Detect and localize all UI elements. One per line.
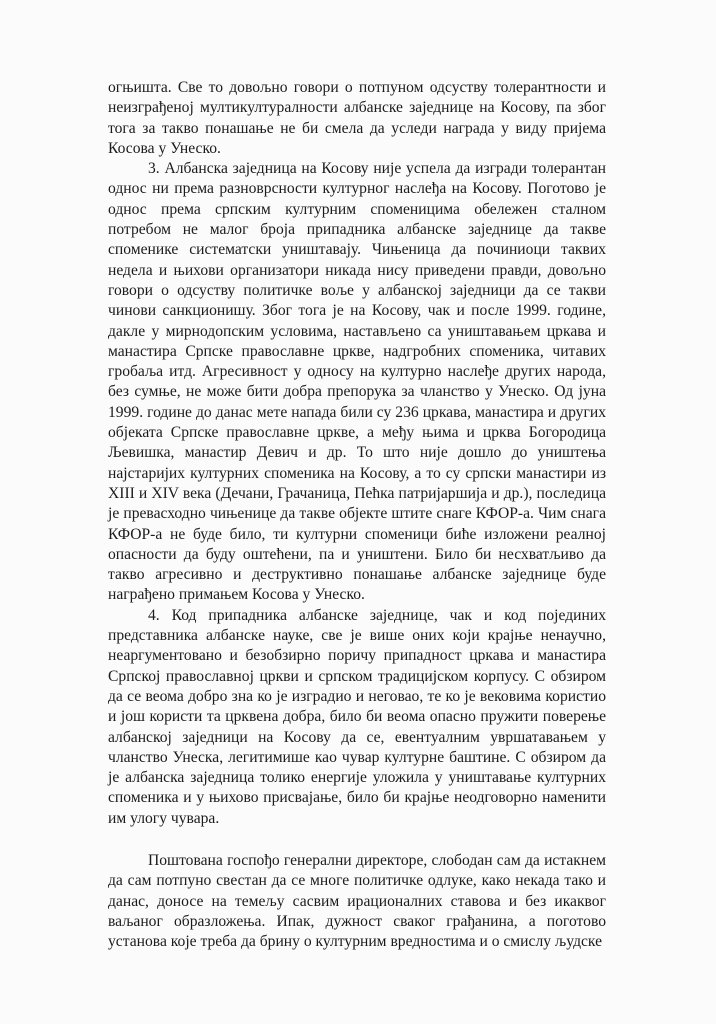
document-body [108,78,606,952]
paragraph-spacer [108,829,606,851]
paragraph-point-4: 4. Код припадника албанске заједнице, чак и код појединих представника албанске науке, све је више оних који крајње ненаучно, неаргументовано и безобзирно поричу припадност цркава и манастира Српској православној цркви и српском традицијском корпусу. С обзиром да се веома добро зна ко је изградио и неговао, те ко је вековима користио и још користи та црквена добра, било би веома опасно пружити поверење албанској заједници на Косову да се, евентуалним увршатавањем у чланство Унеска, легитимише као чувар културне баштине. С обзиром да је албанска заједница толико енергије уложила у уништавање културних споменика и у њихово присвајање, било би крајње неодговорно наменити им улогу чувара. [108,606,606,827]
paragraph-address: Поштована госпођо генерални директоре, слободан сам да истакнем да сам потпуно свестан да се многе политичке одлуке, како некада тако и данас, доносе на темељу сасвим ирационалних ставова и без икаквог ваљаног образложења. Ипак, дужност сваког грађанина, а поготово установа које треба да брину о културним вредностима и о смислу људске [108,851,606,951]
paragraph-continuation: огњишта. Све то довољно говори о потпуном одсуству толерантности и неизграђеној мултикултуралности албанске заједнице на Косову, па због тога за такво понашање не би смела да уследи награда у виду пријема Косова у Унеско. [108,79,606,157]
paragraph-point-3: 3. Албанска заједница на Косову није успела да изгради толерантан однос ни према разноврсности културног наслеђа на Косову. Поготово је однос према српским културним споменицима обележен сталном потребом не малог броја припадника албанске заједнице да такве споменике систематски уништавају. Чињеница да починиоци таквих недела и њихови организатори никада нису приведени правди, довољно говори о одсуству политичке воље у албанској заједници да се такви чинови санкционишу. Због тога је на Косову, чак и после 1999. године, дакле у мирнодопским условима, настављено са уништавањем цркава и манастира Српске православне цркве, надгробних споменика, читавих гробаља итд. Агресивност у односу на културно наслеђе других народа, без сумње, не може бити добра препорука за чланство у Унеско. Од јуна 1999. године до данас мете напада били су 236 цркава, манастира и других објеката Српске православне цркве, а међу њима и црква Богородица Љевишка, манастир Девич и др. То што није дошло до уништења најстаријих културних споменика на Косову, а то су српски манастири из XIII и XIV века (Дечани, Грачаница, Пећка патријаршија и др.), последица је превасходно чињенице да такве објекте штите снаге КФОР-а. Чим снага КФОР-а не буде било, ти културни споменици биће изложени реалној опасности да буду оштећени, па и уништени. Било би несхватљиво да такво агресивно и деструктивно понашање албанске заједнице буде награђено примањем Косова у Унеско. [108,160,606,604]
